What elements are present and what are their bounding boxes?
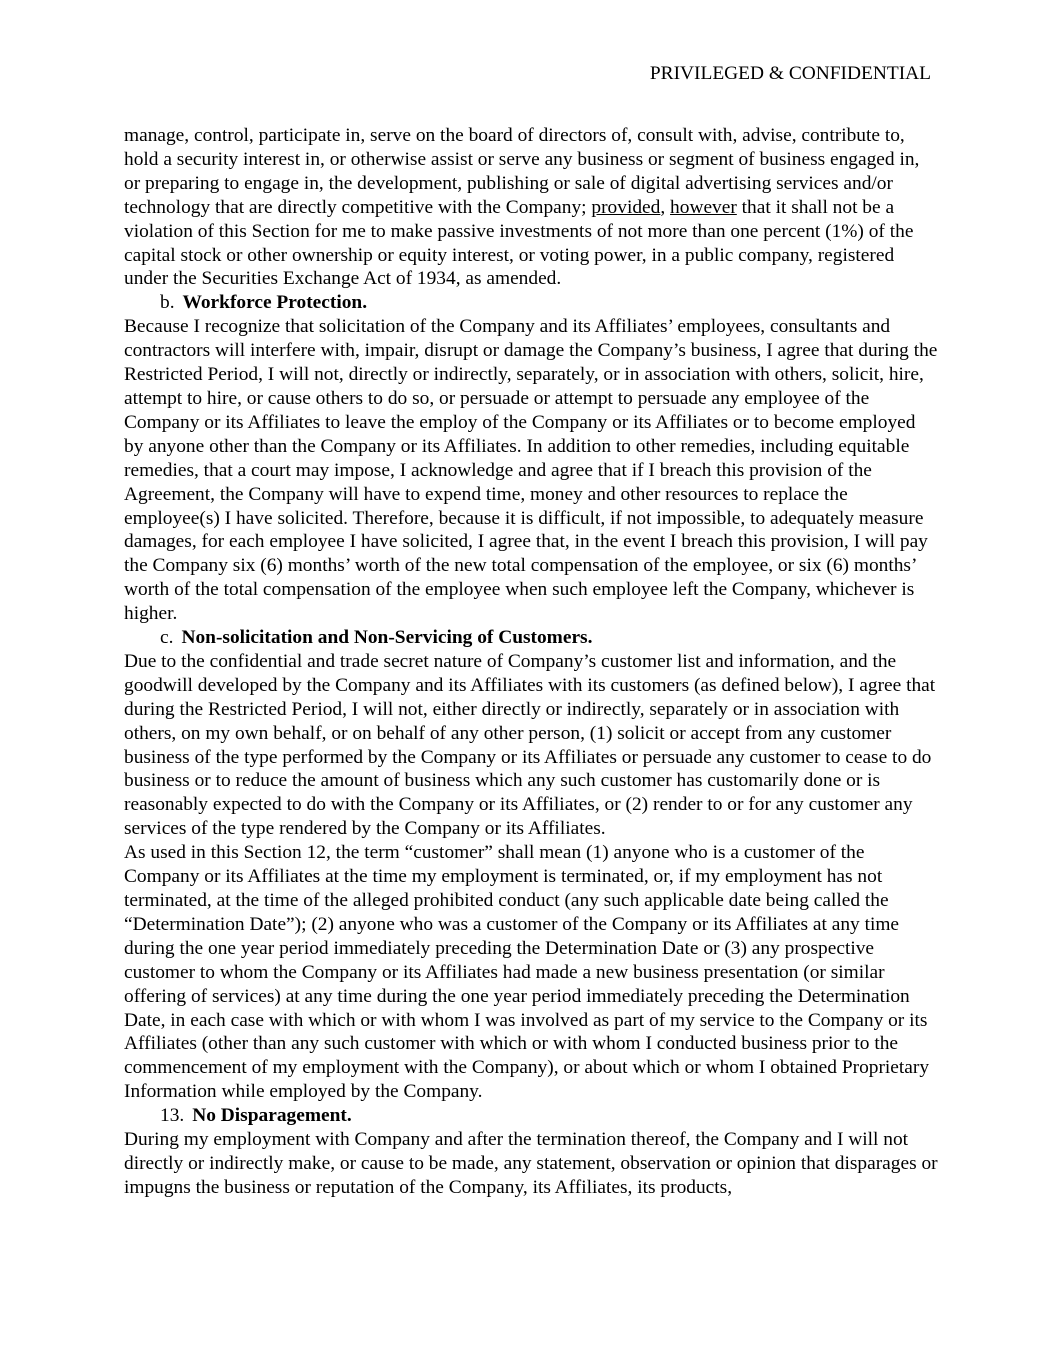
paragraph-non-competition-continued (124, 124, 939, 291)
section-title: No Disparagement. (192, 1105, 352, 1127)
paragraph-text: manage, control, participate in, serve on the board of directors of, consult with, advise, contribute to, hold a security interest in, or otherwise assist or serve any business or segment of business engaged in, or preparing to engage in, the development, publishing or sale of digital advertising services and/or technology that are directly competitive with the Company; (124, 125, 920, 218)
document-body (124, 124, 939, 1200)
however-term: however (670, 196, 737, 218)
confidentiality-header: PRIVILEGED & CONFIDENTIAL (649, 63, 931, 84)
provided-term: provided (591, 196, 661, 218)
paragraph-non-solicitation: Due to the confidential and trade secret nature of Company’s customer list and information, and the goodwill developed by the Company and its Affiliates with its customers (as defined below), I agree that during the Restricted Period, I will not, either directly or indirectly, separately or in association with others, on my own behalf, or on behalf of any other person, (1) solicit or accept from any customer business of the type performed by the Company or its Affiliates or persuade any customer to cease to do business or to reduce the amount of business which any such customer has customarily done or is reasonably expected to do with the Company or its Affiliates, or (2) render to or for any customer any services of the type rendered by the Company or its Affiliates. (124, 650, 936, 840)
paragraph-customer-definition: As used in this Section 12, the term “customer” shall mean (1) anyone who is a customer of the Company or its Affiliates at the time my employment is terminated, or, if my employment has not terminated, at the time of the alleged prohibited conduct (any such applicable date being called the “Determination Date”); (2) anyone who was a customer of the Company or its Affiliates at any time during the one year period immediately preceding the Determination Date or (3) any prospective customer to whom the Company or its Affiliates had made a new business presentation (or similar offering of services) at any time during the one year period immediately preceding the Determination Date, in each case with which or with whom I was involved as part of my service to the Company or its Affiliates (other than any such customer with which or with whom I conducted business prior to the commencement of my employment with the Company), or about which or whom I obtained Proprietary Information while employed by the Company. (124, 842, 930, 1103)
section-heading-workforce-protection (124, 291, 939, 315)
paragraph-no-disparagement: During my employment with Company and after the termination thereof, the Company and I will not directly or indirectly make, or cause to be made, any statement, observation or opinion that disparages or impugns the business or reputation of the Company, its Affiliates, its products, (124, 1129, 938, 1198)
section-heading-no-disparagement (124, 1104, 939, 1128)
section-title: Non-solicitation and Non-Servicing of Customers. (181, 627, 593, 649)
paragraph-workforce-protection: Because I recognize that solicitation of the Company and its Affiliates’ employees, consultants and contractors will interfere with, impair, disrupt or damage the Company’s business, I agree that during the Restricted Period, I will not, directly or indirectly, separately, or in association with others, solicit, hire, attempt to hire, or cause others to do so, or persuade or attempt to persuade any employee of the Company or its Affiliates to leave the employ of the Company or its Affiliates or to become employed by anyone other than the Company or its Affiliates. In addition to other remedies, including equitable remedies, that a court may impose, I acknowledge and agree that if I breach this provision of the Agreement, the Company will have to expend time, money and other resources to replace the employee(s) I have solicited. Therefore, because it is difficult, if not impossible, to adequately measure damages, for each employee I have solicited, I agree that, in the event I breach this provision, I will pay the Company six (6) months’ worth of the new total compensation of the employee, or six (6) months’ worth of the total compensation of the employee when such employee left the Company, whichever is higher. (124, 316, 938, 625)
section-heading-non-solicitation (124, 626, 939, 650)
comma-separator: , (660, 196, 671, 218)
paragraph-text-continued: that it shall not be a violation of this Section for me to make passive investments of not more than one percent (1%) of the capital stock or other ownership or equity interest, or voting power, in a public company, registered under the Securities Exchange Act of 1934, as amended. (124, 196, 914, 290)
section-number: 13. (160, 1105, 185, 1127)
section-number: c. (160, 627, 174, 649)
section-title: Workforce Protection. (182, 292, 368, 314)
section-number: b. (160, 292, 175, 314)
